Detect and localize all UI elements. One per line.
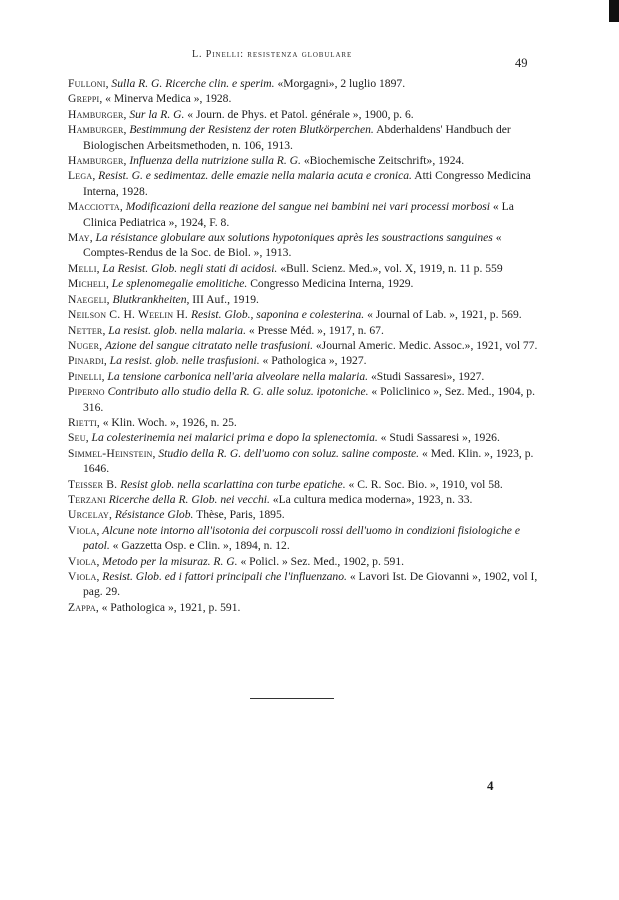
bibliography-entry xyxy=(68,91,540,106)
reference-author: Pinelli xyxy=(68,369,102,383)
reference-separator: , xyxy=(89,231,96,245)
reference-title: Contributo allo studio della R. G. alle soluz. ipotoniche. xyxy=(107,385,369,399)
reference-separator: , xyxy=(103,354,110,368)
bibliography-entry xyxy=(68,230,540,261)
reference-details: « Pathologica », 1921, p. 591. xyxy=(101,600,241,614)
reference-separator: , xyxy=(92,169,99,183)
reference-separator: , xyxy=(96,523,103,537)
reference-title: La résistance globulare aux solutions hypotoniques après les soustractions sanguines xyxy=(95,231,493,245)
reference-title: Sulla R. G. Ricerche clin. e sperim. xyxy=(111,77,275,90)
reference-author: Neilson C. H. Weelin H. xyxy=(68,308,189,322)
reference-separator: , xyxy=(95,600,102,614)
bibliography-entry xyxy=(68,107,540,122)
reference-title: Influenza della nutrizione sulla R. G. xyxy=(129,154,301,168)
reference-details: III Auf., 1919. xyxy=(189,292,259,306)
reference-details: « Med. Klin. », 1923, p. 1646. xyxy=(83,446,534,476)
reference-details: «Bull. Scienz. Med.», vol. X, 1919, n. 11 p. 559 xyxy=(277,261,503,275)
bibliography-entry xyxy=(68,569,540,600)
reference-separator: , xyxy=(123,123,130,137)
reference-details: «Studi Sassaresi», 1927. xyxy=(368,369,485,383)
reference-details: Thèse, Paris, 1895. xyxy=(193,508,285,522)
bibliography-entry xyxy=(68,430,540,445)
bibliography-entry xyxy=(68,276,540,291)
reference-author: Micheli xyxy=(68,277,106,291)
reference-details: « Gazzetta Osp. e Clin. », 1894, n. 12. xyxy=(109,539,290,553)
reference-separator: , xyxy=(99,338,105,352)
reference-author: Hamburger xyxy=(68,107,124,121)
reference-details: « Pathologica », 1927. xyxy=(259,354,367,368)
bibliography-entry xyxy=(68,600,540,615)
reference-title: La resist. glob. nelle trasfusioni. xyxy=(109,354,260,368)
reference-author: Greppi xyxy=(68,92,100,106)
reference-author: Macciotta xyxy=(68,200,120,214)
reference-title: Ricerche della R. Glob. nei vecchi. xyxy=(108,492,270,506)
reference-separator: , xyxy=(123,107,130,121)
reference-author: Zappa xyxy=(68,600,96,614)
reference-author: Viola xyxy=(68,570,97,583)
reference-author: Piperno xyxy=(68,385,105,399)
reference-title: Resist. Glob. ed i fattori principali che l'influenzano. xyxy=(102,570,347,583)
reference-separator: , xyxy=(109,508,115,522)
reference-title: La colesterinemia nei malarici prima e dopo la splenectomia. xyxy=(91,431,378,445)
reference-author: Hamburger xyxy=(68,123,124,137)
bibliography-entry xyxy=(68,199,540,230)
reference-details: « Journal of Lab. », 1921, p. 569. xyxy=(364,308,522,322)
reference-author: Naegeli xyxy=(68,292,107,306)
reference-author: Teisser B. xyxy=(68,477,118,491)
reference-author: Simmel-Heinstein xyxy=(68,446,153,460)
reference-author: Fulloni xyxy=(68,77,106,90)
reference-title: Metodo per la misuraz. R. G. xyxy=(102,554,238,568)
reference-details: « Policl. » Sez. Med., 1902, p. 591. xyxy=(237,554,405,568)
reference-details: « Policlinico », Sez. Med., 1904, p. 316. xyxy=(83,385,536,414)
reference-title: Sur la R. G. xyxy=(129,107,185,121)
reference-separator: , xyxy=(102,323,109,337)
reference-title: La resist. glob. nella malaria. xyxy=(108,323,247,337)
reference-details: « C. R. Soc. Bio. », 1910, vol 58. xyxy=(345,477,503,491)
bibliography-entry xyxy=(68,122,540,153)
bibliography-entry xyxy=(68,523,540,554)
reference-author: Viola xyxy=(68,523,97,537)
bibliography-entry xyxy=(68,338,540,353)
scan-edge-mark xyxy=(609,0,619,22)
reference-author: Terzani xyxy=(68,492,106,506)
section-divider xyxy=(250,698,334,699)
reference-title: Le splenomegalie emolitiche. xyxy=(111,277,248,291)
reference-author: Viola xyxy=(68,554,97,568)
reference-title: Resist. G. e sedimentaz. delle emazie nella malaria acuta e cronica. xyxy=(98,169,412,183)
reference-details: « Presse Méd. », 1917, n. 67. xyxy=(246,323,384,337)
reference-author: Nuger xyxy=(68,338,100,352)
reference-details: «Biochemische Zeitschrift», 1924. xyxy=(300,154,465,168)
reference-title: La tensione carbonica nell'aria alveolare nella malaria. xyxy=(107,369,369,383)
reference-title: Resist. Glob., saponina e colesterina. xyxy=(190,308,365,322)
reference-separator: , xyxy=(123,154,130,168)
reference-author: Rietti xyxy=(68,415,97,429)
reference-title: Resist glob. nella scarlattina con turbe epatiche. xyxy=(120,477,346,491)
reference-separator: , xyxy=(96,554,103,568)
reference-title: Studio della R. G. dell'uomo con soluz. saline composte. xyxy=(158,446,420,460)
reference-title: Résistance Glob. xyxy=(114,508,194,522)
reference-separator: , xyxy=(99,92,106,106)
reference-title: Azione del sangue citratato nelle trasfusioni. xyxy=(104,338,313,352)
bibliography-entry xyxy=(68,76,540,91)
bibliography-entry xyxy=(68,307,540,322)
reference-details: « Comptes-Rendus de la Soc. de Biol. », 1913. xyxy=(83,231,502,260)
reference-details: « Lavori Ist. De Giovanni », 1902, vol I, pag. 29. xyxy=(83,570,538,599)
bibliography-entry xyxy=(68,261,540,276)
reference-separator: , xyxy=(96,415,103,429)
bibliography-entry xyxy=(68,292,540,307)
reference-title: Alcune note intorno all'isotonia dei corpuscoli rossi dell'uomo in condizioni fisiologiche e patol. xyxy=(83,523,520,553)
bibliography-entry xyxy=(68,446,540,477)
reference-details: « Studi Sassaresi », 1926. xyxy=(377,431,500,445)
reference-title: Bestimmung der Resistenz der roten Blutkörperchen. xyxy=(129,123,374,137)
reference-separator: , xyxy=(152,446,159,460)
reference-details: « Journ. de Phys. et Patol. générale », 1900, p. 6. xyxy=(184,107,414,121)
reference-title: Blutkrankheiten, xyxy=(112,292,190,306)
bibliography-entry xyxy=(68,554,540,569)
bibliography-list xyxy=(68,76,540,615)
signature-mark: 4 xyxy=(487,778,494,793)
reference-separator: , xyxy=(105,277,112,291)
bibliography-entry xyxy=(68,477,540,492)
reference-separator: , xyxy=(96,261,103,275)
reference-details: Atti Congresso Medicina Interna, 1928. xyxy=(83,169,531,198)
bibliography-entry xyxy=(68,415,540,430)
running-title: L. Pinelli: resistenza globulare xyxy=(192,49,353,60)
reference-author: May xyxy=(68,231,90,245)
bibliography-entry xyxy=(68,353,540,368)
bibliography-entry xyxy=(68,153,540,168)
reference-title: La Resist. Glob. negli stati di acidosi. xyxy=(102,261,278,275)
bibliography-entry xyxy=(68,323,540,338)
reference-author: Melli xyxy=(68,261,97,275)
reference-details: Abderhaldens' Handbuch der Biologischen Arbeitsmethoden, n. 106, 1913. xyxy=(83,123,511,152)
reference-author: Netter xyxy=(68,323,103,337)
reference-details: « La Clinica Pediatrica », 1924, F. 8. xyxy=(83,200,514,229)
bibliography-entry xyxy=(68,492,540,507)
reference-separator: , xyxy=(85,431,92,445)
reference-details: « Minerva Medica », 1928. xyxy=(105,92,232,106)
reference-separator: , xyxy=(106,292,113,306)
reference-separator: , xyxy=(101,369,108,383)
running-head xyxy=(0,46,619,70)
reference-details: « Klin. Woch. », 1926, n. 25. xyxy=(102,415,237,429)
page-number: 49 xyxy=(515,56,528,70)
reference-author: Seu xyxy=(68,431,86,445)
reference-details: «Morgagni», 2 luglio 1897. xyxy=(274,77,406,90)
reference-separator: , xyxy=(119,200,126,214)
reference-details: «La cultura medica moderna», 1923, n. 33. xyxy=(269,492,473,506)
bibliography-entry xyxy=(68,384,540,415)
reference-author: Lega xyxy=(68,169,93,183)
reference-author: Urcelay xyxy=(68,508,110,522)
bibliography-entry xyxy=(68,168,540,199)
bibliography-entry xyxy=(68,369,540,384)
reference-separator: , xyxy=(96,570,103,583)
bibliography-entry xyxy=(68,507,540,522)
reference-author: Pinardi xyxy=(68,354,104,368)
reference-title: Modificazioni della reazione del sangue nei bambini nei vari processi morbosi xyxy=(125,200,491,214)
reference-separator: , xyxy=(105,77,112,90)
reference-details: «Journal Americ. Medic. Assoc.», 1921, vol 77. xyxy=(312,338,538,352)
reference-author: Hamburger xyxy=(68,154,124,168)
reference-details: Congresso Medicina Interna, 1929. xyxy=(247,277,414,291)
